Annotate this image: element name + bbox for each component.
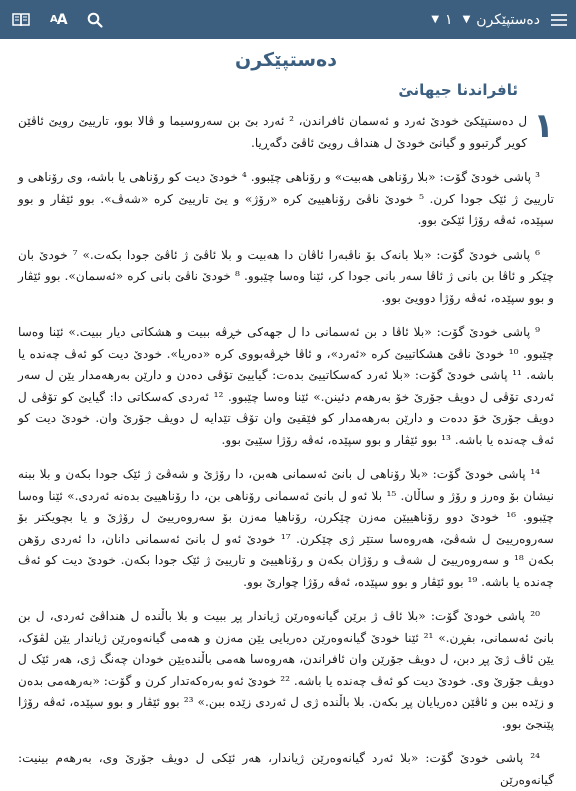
paragraph-1	[18, 106, 554, 154]
reading-pane[interactable]	[0, 39, 576, 787]
paragraph-text: ل دەستپێکێ خودێ ئەرد و ئەسمان ئافراندن، ² ئەرد بێ بن سەروسیما و ڤالا بوو، تارییێ رویێ ئاڤێن کویر گرتبوو و گیانێ خودێ ل هنداڤ رویێ ئاڤێ دگەڕیا.	[18, 114, 528, 150]
paragraph-7: ²⁴ پاشی خودێ گۆت: «بلا ئەرد گیانەوەرێن ژیاندار، هەر ئێکی ل دویڤ جۆرێ وی، بەرهەم بینیت: گیانەوەرێن	[18, 751, 554, 787]
toolbar-right-group	[431, 12, 568, 28]
book-library-icon[interactable]	[12, 12, 30, 27]
search-icon[interactable]	[87, 12, 103, 28]
book-selector[interactable]	[463, 12, 540, 28]
paragraph-3: ⁶ پاشی خودێ گۆت: «بلا بانەک بۆ ناڤبەرا ئاڤان دا هەبیت و بلا ئاڤێ ژ ئاڤێ جودا بکەت.» ⁷ خودێ بان چێکر و ئاڤا بن بانی ژ ئاڤا سەر بانی جودا کر، ئێنا وەسا چێبوو. ⁸ خودێ ناڤێ بانی کرە «ئەسمان». بوو ئێڤار و بوو سپێدە، ئەڤە رۆژا دوویێ بوو.	[18, 247, 554, 305]
chevron-down-icon: ▼	[462, 14, 471, 25]
top-toolbar	[0, 0, 576, 39]
font-size-button[interactable]	[50, 12, 67, 28]
section-heading: ئافراندنا جیهانێ	[398, 81, 518, 99]
paragraph-2: ³ پاشی خودێ گۆت: «بلا رۆناهی هەبیت» و رۆناهی چێبوو. ⁴ خودێ دیت کو رۆناهی یا باشە، وی رۆناهی و تارییێ ژ ئێک جودا کرن. ⁵ خودێ ناڤێ رۆناهییێ کرە «رۆژ» و یێ تارییێ کرە «شەڤ». بوو ئێڤار و بوو سپێدە، ئەڤە رۆژا ئێکێ بوو.	[18, 170, 554, 227]
toolbar-left-group	[8, 12, 103, 28]
chevron-down-icon: ▼	[431, 14, 440, 25]
book-title: دەستپێکرن	[234, 49, 337, 71]
menu-icon[interactable]	[550, 13, 568, 27]
paragraph-5: ¹⁴ پاشی خودێ گۆت: «بلا رۆناهی ل بانێ ئەسمانی هەبن، دا رۆژێ و شەڤێ ژ ئێک جودا بکەن و بلا ببنە نیشان بۆ وەرز و رۆژ و ساڵان. ¹⁵ بلا ئەو ل بانێ ئەسمانی رۆناهی بن، دا رۆناهییێ بدەنە ئەردی.» ئێنا وەسا چێبوو. ¹⁶ خودێ دوو رۆناهییێن مەزن چێکرن، رۆناهیا مەزن بۆ سەروەرییێ ل رۆژێ و یا بچویکتر بۆ سەروەرییێ ل شەڤێ، هەروەسا ستێر ژی چێکرن. ¹⁷ خودێ ئەو ل بانێ ئەسمانی دانان، دا ئەردی رۆهن بکەن ¹⁸ و سەروەرییێ ل شەڤ و رۆژان بکەن و رۆناهییێ و تارییێ ژ ئێک جودا بکەن. خودێ دیت کو ئەڤ چەندە یا باشە. ¹⁹ بوو ئێڤار و بوو سپێدە، ئەڤە رۆژا چوارێ بوو.	[18, 467, 555, 589]
font-size-large-glyph: A	[56, 11, 67, 28]
paragraph-4: ⁹ پاشی خودێ گۆت: «بلا ئاڤا د بن ئەسمانی دا ل جهەکی خڕڤە ببیت و هشکاتی دیار ببیت.» ئێنا وەسا چێبوو. ¹⁰ خودێ ناڤێ هشکاتییێ کرە «ئەرد»، و ئاڤا خڕڤەبووی کرە «دەریا». خودێ دیت کو ئەڤ چەندە یا باشە. ¹¹ پاشی خودێ گۆت: «بلا ئەرد کەسکاتییێ بدەت: گیاییێ تۆڤی دەدن و دارێن بەرهەمدار یێن ل سەر ئەردی تۆڤی ل دویڤ جۆرێ خۆ بەرهەم دئینن.» ئێنا وەسا چێبوو. ¹² ئەردی کەسکاتی دا: گیایێ کو تۆڤی ل دویڤ جۆرێ خۆ ددەت و دارێن بەرهەمدار کو فێقیێ وان تۆڤ تێدایە ل دویڤ جۆرێ وان. خودێ دیت کو ئەڤ چەندە یا باشە. ¹³ بوو ئێڤار و بوو سپێدە، ئەڤە رۆژا سێیێ بوو.	[18, 325, 554, 447]
chapter-number-label: ١	[445, 11, 453, 28]
book-name: دەستپێکرن	[476, 11, 540, 28]
chapter-selector[interactable]	[431, 12, 452, 28]
chapter-number: ١	[533, 106, 554, 146]
font-size-small-glyph: A	[50, 14, 57, 25]
paragraph-6: ²⁰ پاشی خودێ گۆت: «بلا ئاڤ ژ برێن گیانەوەرێن ژیاندار پڕ ببیت و بلا باڵندە ل هنداڤێ ئەردی، ل بن بانێ ئەسمانی، بفڕن.» ²¹ ئێنا خودێ گیانەوەرێن دەریایی یێن مەزن و هەمی گیانەوەرێن ژیاندار یێن لڤۆک، یێن ئاڤ ژێ پڕ دبن، ل دویڤ جۆرێن وان ئافراندن، هەروەسا هەمی باڵندەیێن خودان چەنگ ژی، هەر ئێک ل دویڤ جۆرێ وی. خودێ دیت کو ئەڤ چەندە یا باشە. ²² خودێ ئەو بەرەکەتدار کرن و گۆت: «بەرهەمی بدەن و زێدە ببن و ئاڤێن دەریایان پڕ بکەن. بلا باڵندە ژی ل ئەردی زێدە ببن.» ²³ بوو ئێڤار و بوو سپێدە، ئەڤە رۆژا پێنجێ بوو.	[18, 609, 555, 731]
